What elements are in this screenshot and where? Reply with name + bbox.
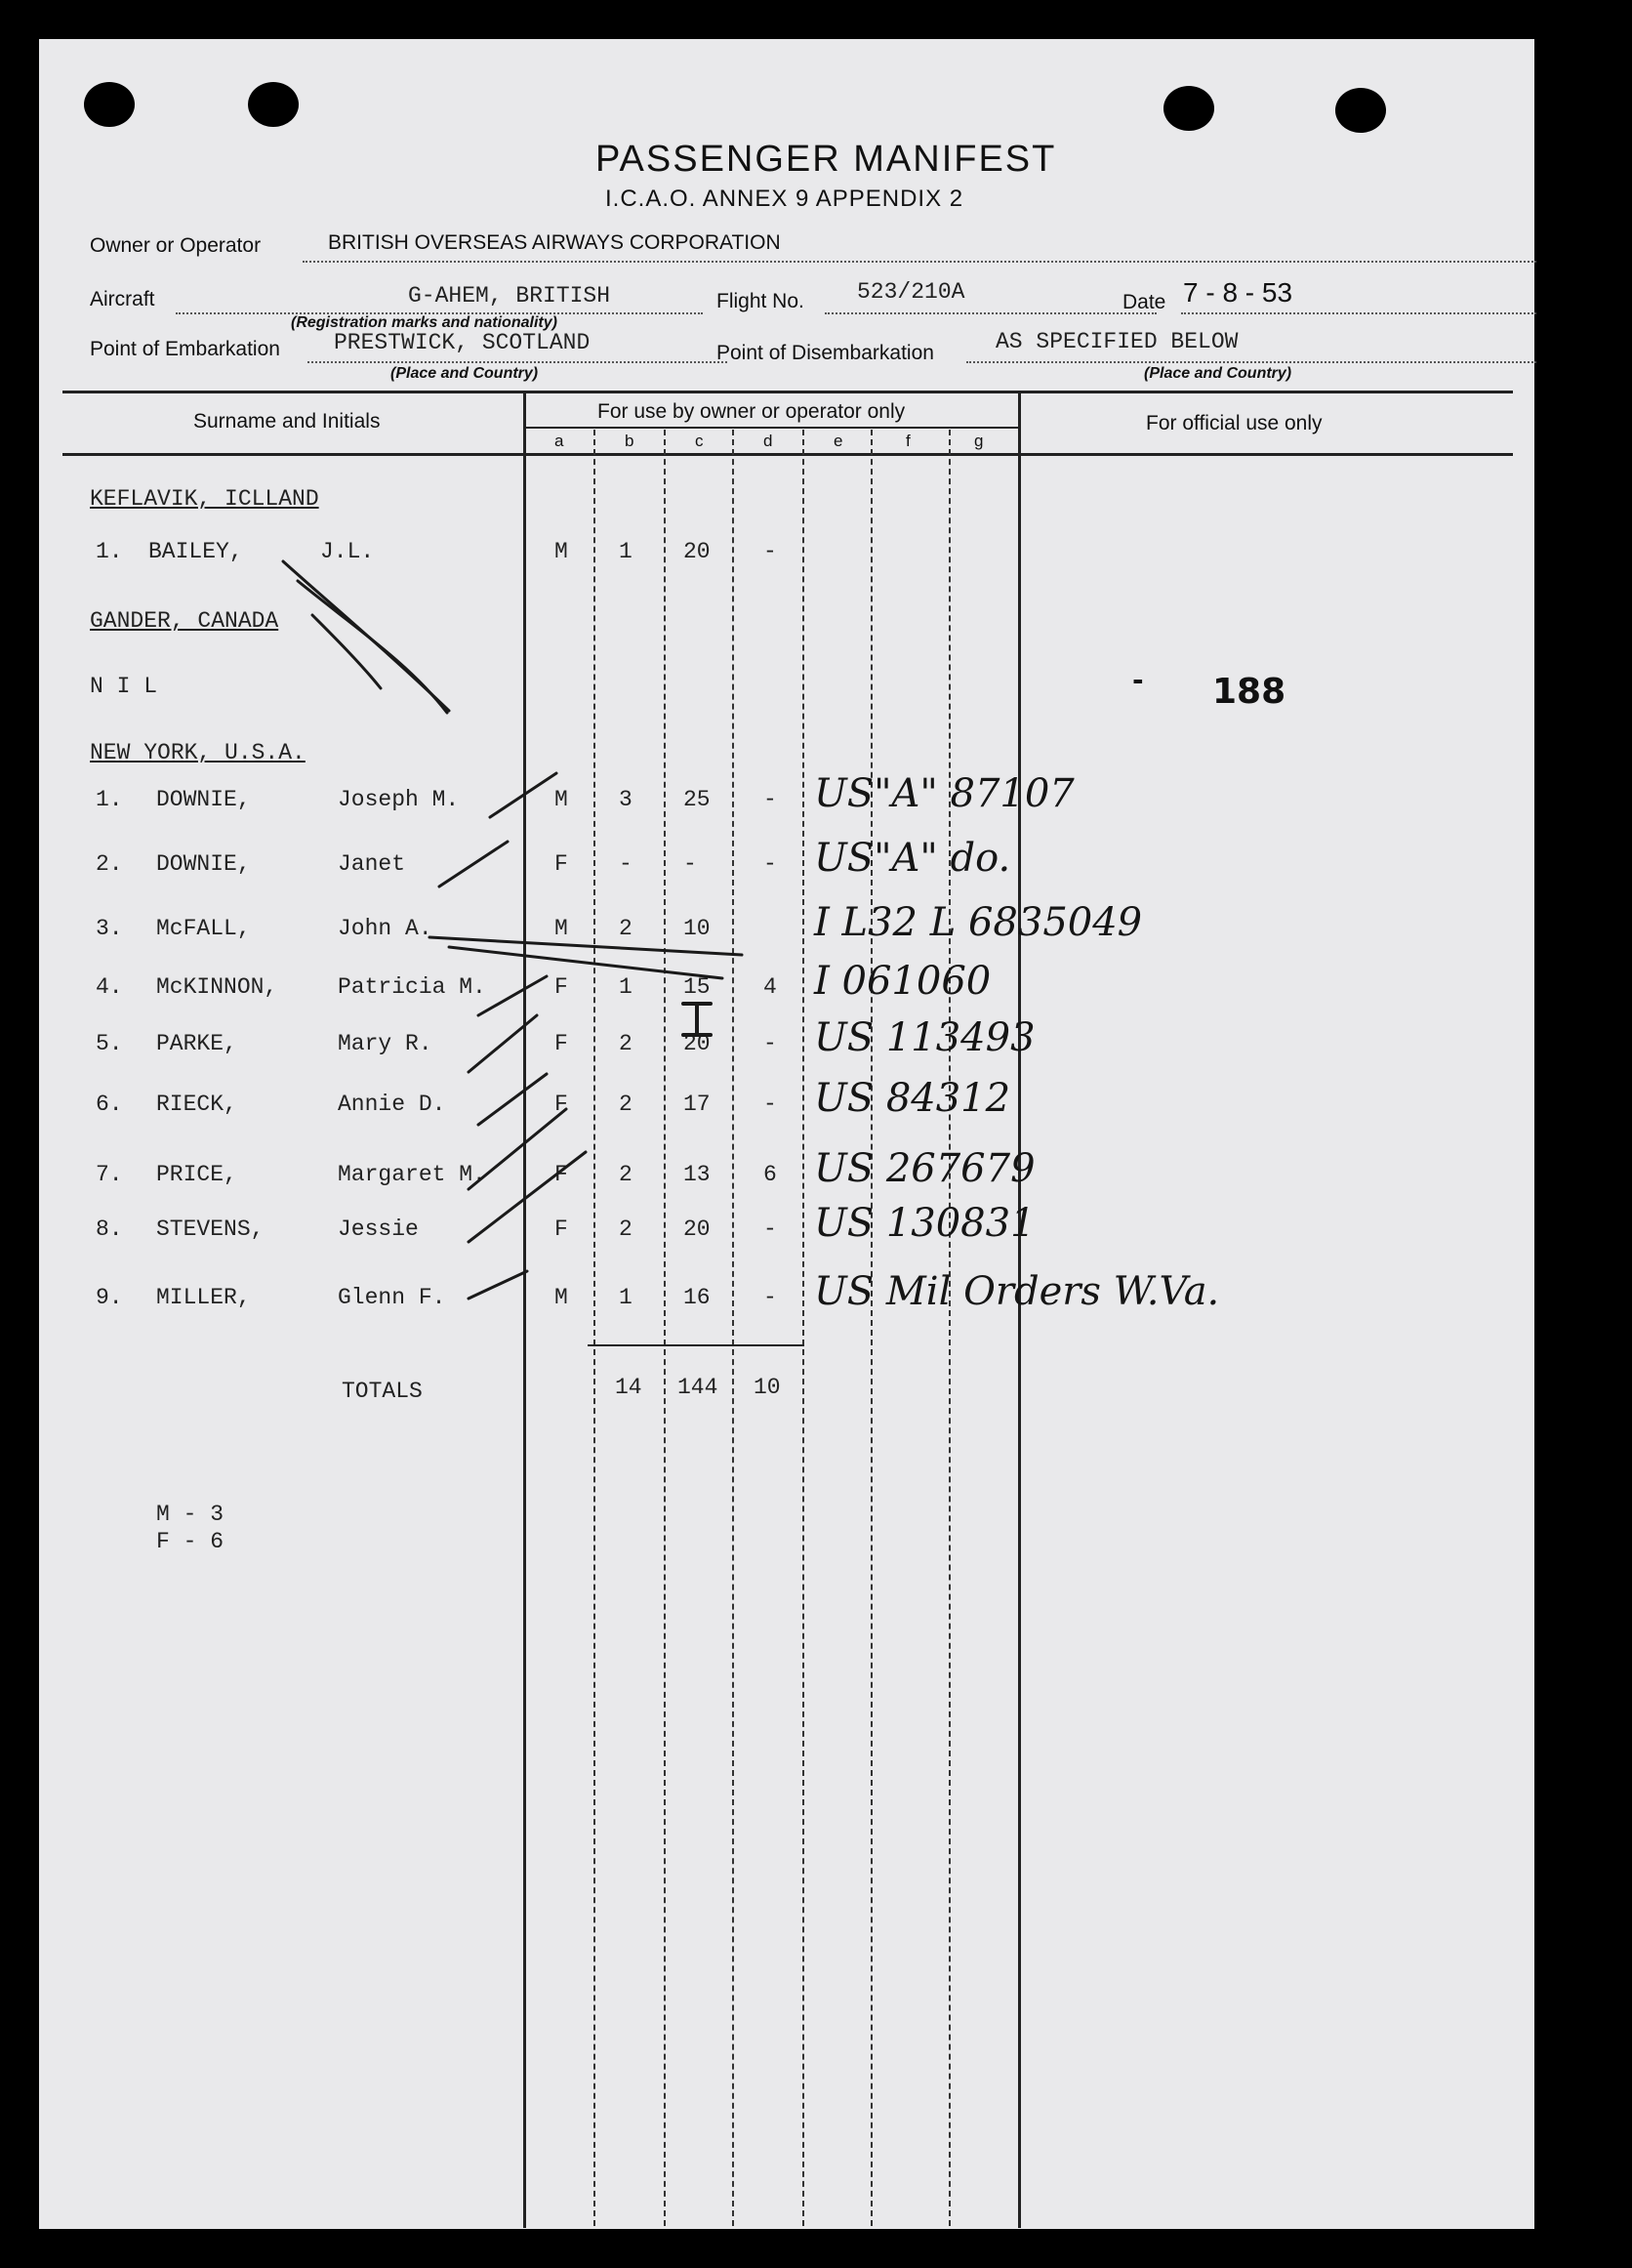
row-c: 17	[683, 1092, 711, 1117]
row-sex: F	[554, 851, 568, 877]
row-d: -	[763, 1216, 777, 1242]
row-official: US 267679	[814, 1146, 1036, 1191]
row-number: 5.	[96, 1031, 123, 1056]
destination-heading: KEFLAVIK, ICLLAND	[90, 486, 319, 512]
row-c: 13	[683, 1162, 711, 1187]
destination-heading: GANDER, CANADA	[90, 608, 279, 634]
row-initials: Glenn F.	[338, 1285, 446, 1310]
row-surname: BAILEY,	[148, 539, 243, 564]
row-official: I L32 L 6835049	[814, 900, 1143, 945]
row-official: US"A" 87107	[814, 771, 1075, 816]
subcolumn-header: e	[834, 432, 843, 450]
row-b: -	[619, 851, 632, 877]
disembarkation-label: Point of Disembarkation	[716, 342, 934, 364]
date-value: 7 - 8 - 53	[1183, 277, 1293, 308]
row-initials: Jessie	[338, 1216, 419, 1242]
row-c: 10	[683, 916, 711, 941]
embarkation-label: Point of Embarkation	[90, 338, 280, 360]
official-column-header: For official use only	[1146, 412, 1323, 434]
subcolumn-header: a	[554, 432, 564, 450]
punch-hole	[1335, 88, 1386, 133]
handwritten-strokes	[39, 39, 1534, 2229]
registration-note: (Registration marks and nationality)	[291, 314, 557, 331]
aircraft-value: G-AHEM, BRITISH	[408, 283, 611, 309]
flight-label: Flight No.	[716, 290, 804, 312]
row-surname: DOWNIE,	[156, 787, 251, 812]
column-line	[802, 430, 804, 2226]
row-b: 1	[619, 1285, 632, 1310]
subcolumn-header: d	[763, 432, 773, 450]
punch-hole	[248, 82, 299, 127]
row-c: -	[683, 851, 697, 877]
punch-hole	[84, 82, 135, 127]
totals-rule	[588, 1344, 804, 1346]
place-country-note: (Place and Country)	[390, 365, 539, 382]
summary-female: F - 6	[156, 1529, 224, 1554]
disembarkation-dotline	[966, 361, 1536, 363]
row-b: 2	[619, 1031, 632, 1056]
row-surname: MILLER,	[156, 1285, 251, 1310]
row-sex: M	[554, 539, 568, 564]
operator-column-header: For use by owner or operator only	[597, 400, 906, 423]
row-sex: M	[554, 1285, 568, 1310]
totals-b: 14	[615, 1375, 642, 1400]
row-official: US 113493	[814, 1015, 1036, 1060]
row-initials: Margaret M.	[338, 1162, 486, 1187]
row-d: -	[763, 539, 777, 564]
owner-dotline	[303, 261, 1536, 263]
destination-heading: NEW YORK, U.S.A.	[90, 740, 306, 765]
row-d: -	[763, 851, 777, 877]
row-b: 2	[619, 1162, 632, 1187]
flight-dotline	[825, 312, 1157, 314]
stamp-dash: -	[1132, 664, 1144, 696]
row-sex: M	[554, 787, 568, 812]
column-line	[871, 430, 873, 2226]
surname-column-header: Surname and Initials	[193, 410, 381, 433]
row-sex: F	[554, 1092, 568, 1117]
row-sex: F	[554, 974, 568, 1000]
column-divider	[523, 392, 526, 2228]
row-initials: John A.	[338, 916, 432, 941]
aircraft-label: Aircraft	[90, 288, 155, 310]
row-initials: Patricia M.	[338, 974, 486, 1000]
row-initials: Mary R.	[338, 1031, 432, 1056]
summary-male: M - 3	[156, 1502, 224, 1527]
row-surname: McFALL,	[156, 916, 251, 941]
header-bottom-rule	[62, 453, 1513, 456]
column-line	[732, 430, 734, 2226]
row-surname: PRICE,	[156, 1162, 237, 1187]
row-c: 15	[683, 974, 711, 1000]
row-surname: STEVENS,	[156, 1216, 265, 1242]
row-surname: McKINNON,	[156, 974, 278, 1000]
totals-label: TOTALS	[342, 1379, 423, 1404]
date-label: Date	[1122, 291, 1166, 313]
column-line	[593, 430, 595, 2226]
row-initials: Janet	[338, 851, 406, 877]
row-initials: J.L.	[320, 539, 375, 564]
row-sex: M	[554, 916, 568, 941]
destination-nil: N I L	[90, 674, 158, 699]
row-number: 7.	[96, 1162, 123, 1187]
document-subtitle: I.C.A.O. ANNEX 9 APPENDIX 2	[605, 186, 964, 212]
row-d: -	[763, 1031, 777, 1056]
row-number: 6.	[96, 1092, 123, 1117]
row-d: -	[763, 787, 777, 812]
disembarkation-value: AS SPECIFIED BELOW	[996, 329, 1239, 354]
row-b: 3	[619, 787, 632, 812]
embarkation-dotline	[307, 361, 727, 363]
subcolumn-header: f	[906, 432, 911, 450]
row-b: 1	[619, 539, 632, 564]
row-surname: DOWNIE,	[156, 851, 251, 877]
row-d: 4	[763, 974, 777, 1000]
owner-value: BRITISH OVERSEAS AIRWAYS CORPORATION	[328, 231, 781, 254]
row-official: US"A" do.	[814, 836, 1011, 881]
row-b: 1	[619, 974, 632, 1000]
embarkation-value: PRESTWICK, SCOTLAND	[334, 330, 591, 355]
row-initials: Joseph M.	[338, 787, 460, 812]
row-sex: F	[554, 1031, 568, 1056]
row-b: 2	[619, 1216, 632, 1242]
owner-label: Owner or Operator	[90, 234, 262, 257]
row-initials: Annie D.	[338, 1092, 446, 1117]
row-sex: F	[554, 1216, 568, 1242]
row-sex: F	[554, 1162, 568, 1187]
row-number: 3.	[96, 916, 123, 941]
row-d: -	[763, 1092, 777, 1117]
row-number: 1.	[96, 787, 123, 812]
row-number: 1.	[96, 539, 123, 564]
totals-d: 10	[754, 1375, 781, 1400]
row-b: 2	[619, 1092, 632, 1117]
row-c: 20	[683, 539, 711, 564]
row-official: US 130831	[814, 1201, 1036, 1246]
row-c: 25	[683, 787, 711, 812]
row-official: US Mil Orders W.Va.	[814, 1269, 1220, 1314]
row-number: 9.	[96, 1285, 123, 1310]
stamp-number: 188	[1212, 672, 1286, 712]
row-c: 20	[683, 1031, 711, 1056]
punch-hole	[1163, 86, 1214, 131]
row-c: 20	[683, 1216, 711, 1242]
manifest-sheet	[39, 39, 1534, 2229]
row-d: -	[763, 1285, 777, 1310]
row-number: 4.	[96, 974, 123, 1000]
subcolumn-header: b	[625, 432, 634, 450]
date-dotline	[1181, 312, 1536, 314]
column-line	[949, 430, 951, 2226]
row-d: 6	[763, 1162, 777, 1187]
place-country-note: (Place and Country)	[1144, 365, 1292, 382]
table-top-rule	[62, 391, 1513, 393]
row-c: 16	[683, 1285, 711, 1310]
subcolumn-header: g	[974, 432, 984, 450]
flight-value: 523/210A	[857, 279, 965, 305]
row-official: I 061060	[814, 959, 992, 1004]
document-title: PASSENGER MANIFEST	[595, 139, 1057, 180]
row-surname: PARKE,	[156, 1031, 237, 1056]
row-official: US 84312	[814, 1076, 1011, 1121]
row-number: 2.	[96, 851, 123, 877]
row-number: 8.	[96, 1216, 123, 1242]
row-b: 2	[619, 916, 632, 941]
operator-header-rule	[525, 427, 1021, 429]
column-line	[664, 430, 666, 2226]
totals-c: 144	[677, 1375, 718, 1400]
subcolumn-header: c	[695, 432, 704, 450]
row-surname: RIECK,	[156, 1092, 237, 1117]
